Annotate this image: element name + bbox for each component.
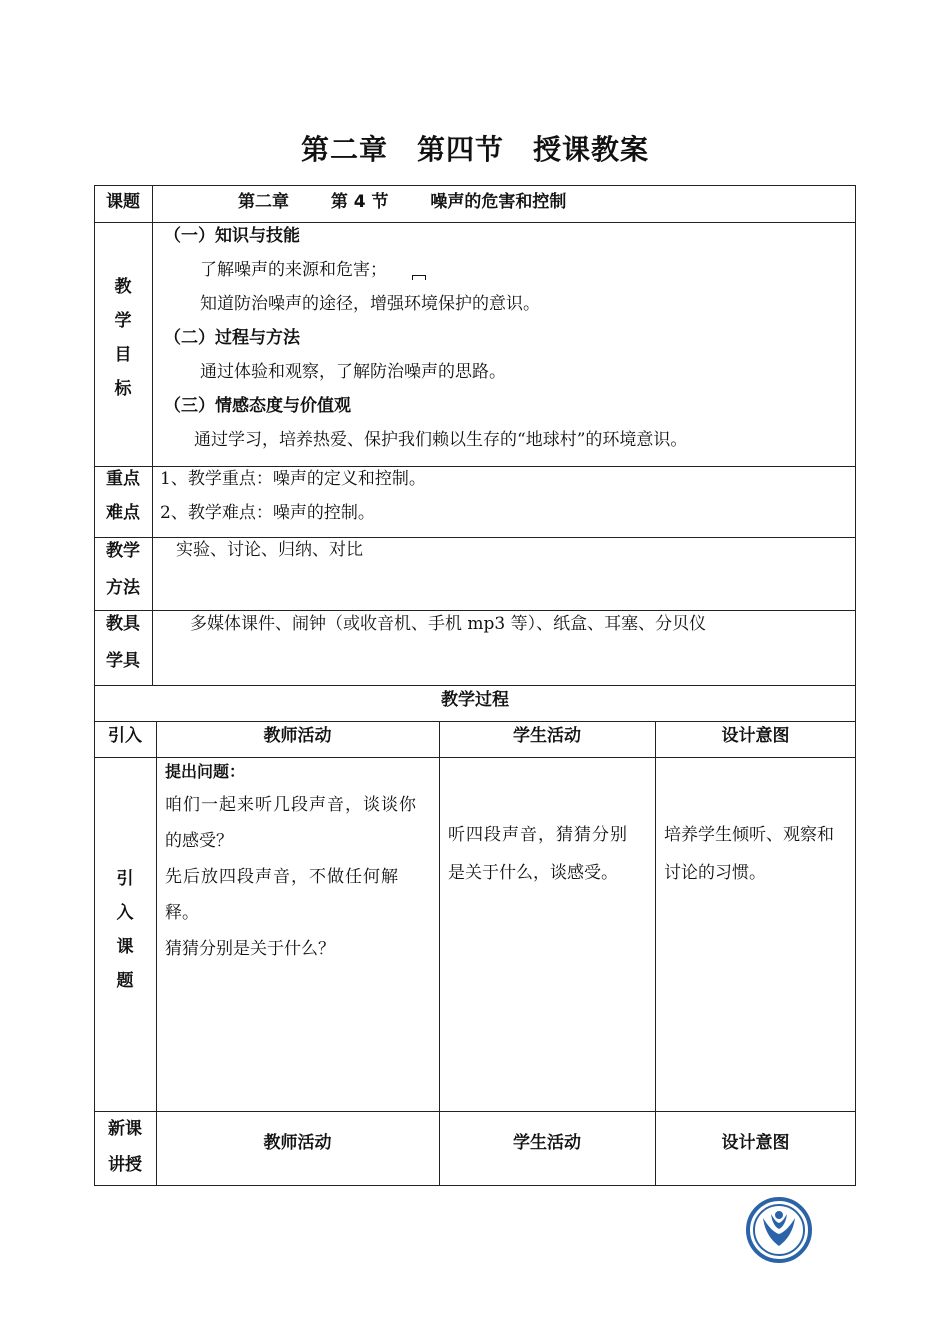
objective-item: 了解噪声的来源和危害；: [200, 260, 387, 280]
process-header-design: 设计意图: [721, 726, 790, 746]
text-cursor-mark: [412, 275, 426, 280]
intro-label: 引 入 课 题: [116, 869, 134, 991]
objective-heading-process: （二）过程与方法: [164, 328, 300, 348]
teacher-question-heading: 提出问题：: [165, 762, 246, 781]
objective-heading-attitude: （三）情感态度与价值观: [164, 396, 351, 416]
new-lesson-header-student: 学生活动: [513, 1133, 581, 1153]
topic-label: 课题: [106, 192, 140, 212]
keypoint-item: 2、教学难点：噪声的控制。: [160, 503, 375, 523]
topic-title: [238, 185, 566, 219]
objective-item: 通过体验和观察，了解防治噪声的思路。: [200, 362, 506, 382]
objective-heading-knowledge: （一）知识与技能: [164, 226, 300, 246]
keypoints-label: 重点 难点: [106, 469, 140, 523]
keypoint-item: 1、教学重点：噪声的定义和控制。: [160, 469, 426, 489]
process-header-intro: 引入: [108, 726, 142, 746]
teacher-line: 先后放四段声音，不做任何解: [165, 867, 399, 887]
page-title: 第二章 第四节 授课教案: [300, 133, 649, 166]
objectives-label: 教 学 目 标: [114, 277, 132, 399]
intro-student-activity: 听四段声音，猜猜分别 是关于什么，谈感受。: [448, 825, 628, 883]
topic-name: 噪声的危害和控制: [430, 192, 567, 212]
new-lesson-header-teacher: 教师活动: [263, 1133, 332, 1153]
intro-design-intent: 培养学生倾听、观察和 讨论的习惯。: [664, 825, 834, 883]
method-label: 教学 方法: [106, 541, 140, 598]
objective-item: 知道防治噪声的途径，增强环境保护的意识。: [200, 294, 540, 314]
process-title: 教学过程: [441, 690, 509, 710]
keypoints-content: [160, 462, 426, 530]
topic-section: 第 4 节: [330, 192, 389, 212]
intro-teacher-activity: [165, 757, 437, 967]
method-text: 实验、讨论、归纳、对比: [176, 540, 363, 560]
watermark-logo-icon: [745, 1196, 813, 1264]
process-header-teacher: 教师活动: [263, 726, 332, 746]
new-lesson-label: 新课 讲授: [108, 1119, 142, 1175]
new-lesson-header-design: 设计意图: [721, 1133, 790, 1153]
objective-item: 通过学习，培养热爱、保护我们赖以生存的“地球村”的环境意识。: [194, 430, 688, 450]
teacher-line: 猜猜分别是关于什么？: [165, 939, 335, 959]
tools-label: 教具 学具: [106, 614, 140, 671]
tools-text: 多媒体课件、闹钟（或收音机、手机 mp3 等）、纸盒、耳塞、分贝仪: [190, 614, 707, 634]
teacher-line: 咱们一起来听几段声音，谈谈你: [165, 795, 417, 815]
topic-chapter: 第二章: [238, 192, 289, 212]
process-header-student: 学生活动: [513, 726, 581, 746]
teacher-line: 的感受？: [165, 831, 233, 851]
objectives-content: [164, 219, 844, 457]
teacher-line: 释。: [165, 903, 199, 923]
